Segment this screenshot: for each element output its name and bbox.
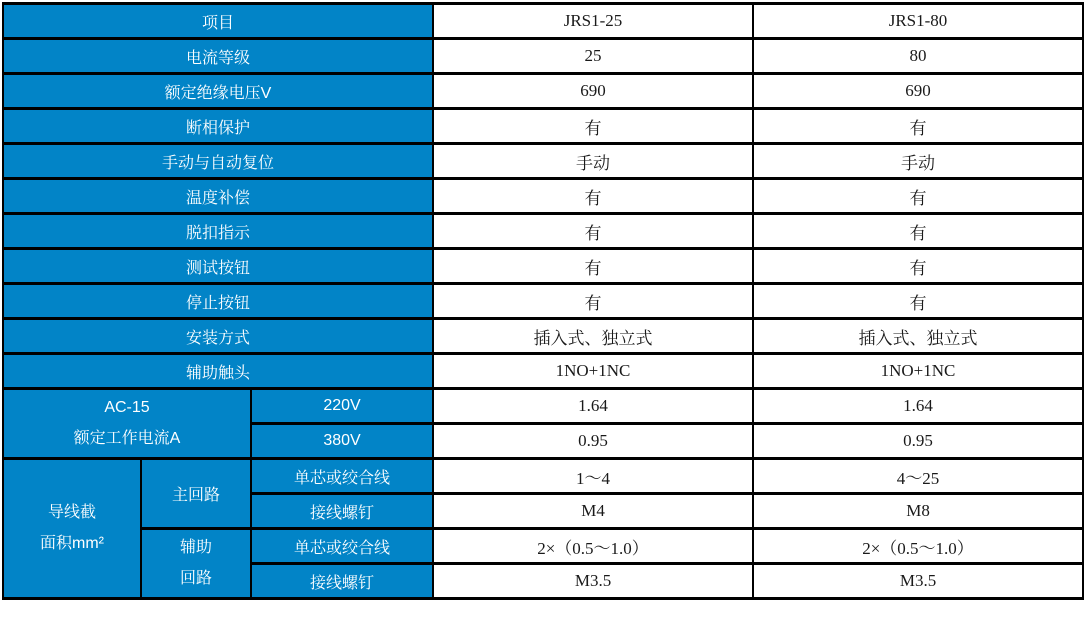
value-cell-b: 有 bbox=[753, 109, 1083, 144]
table-row bbox=[3, 319, 1083, 354]
wire-type-label-cell: 单芯或绞合线 bbox=[251, 529, 433, 564]
value-cell-b: 有 bbox=[753, 249, 1083, 284]
wire-type-label-cell: 接线螺钉 bbox=[251, 494, 433, 529]
value-cell-b: 有 bbox=[753, 214, 1083, 249]
row-label-cell: 手动与自动复位 bbox=[3, 144, 433, 179]
value-cell-b: M3.5 bbox=[753, 564, 1083, 599]
aux-circuit-label-cell bbox=[141, 529, 251, 599]
value-cell-a: 25 bbox=[433, 39, 753, 74]
value-cell-b: 4～25 bbox=[753, 459, 1083, 494]
value-cell-b: 0.95 bbox=[753, 424, 1083, 459]
table-row bbox=[3, 144, 1083, 179]
value-cell-a: 690 bbox=[433, 74, 753, 109]
value-cell-a: 1NO+1NC bbox=[433, 354, 753, 389]
table-row bbox=[3, 4, 1083, 39]
header-model-a-cell: JRS1-25 bbox=[433, 4, 753, 39]
header-model-b-cell: JRS1-80 bbox=[753, 4, 1083, 39]
row-label-cell: 电流等级 bbox=[3, 39, 433, 74]
value-cell-b: 690 bbox=[753, 74, 1083, 109]
value-cell-b: 80 bbox=[753, 39, 1083, 74]
ac15-label-line2: 额定工作电流A bbox=[73, 429, 181, 447]
value-cell-a: 手动 bbox=[433, 144, 753, 179]
header-item-cell: 项目 bbox=[3, 4, 433, 39]
main-circuit-label-cell: 主回路 bbox=[141, 459, 251, 529]
value-cell-a: 有 bbox=[433, 284, 753, 319]
table-row bbox=[3, 109, 1083, 144]
value-cell-b: 1NO+1NC bbox=[753, 354, 1083, 389]
row-label-cell: 停止按钮 bbox=[3, 284, 433, 319]
row-label-cell: 额定绝缘电压V bbox=[3, 74, 433, 109]
ac15-label-cell bbox=[3, 389, 251, 459]
voltage-label-cell: 220V bbox=[251, 389, 433, 424]
value-cell-a: 有 bbox=[433, 109, 753, 144]
table-row bbox=[3, 459, 1083, 494]
wire-type-label-cell: 单芯或绞合线 bbox=[251, 459, 433, 494]
value-cell-b: 有 bbox=[753, 284, 1083, 319]
wire-type-label-cell: 接线螺钉 bbox=[251, 564, 433, 599]
aux-circuit-label-line1: 辅助 bbox=[179, 539, 212, 557]
ac15-label-line1: AC-15 bbox=[104, 399, 150, 417]
value-cell-a: 有 bbox=[433, 179, 753, 214]
value-cell-a: M3.5 bbox=[433, 564, 753, 599]
row-label-cell: 测试按钮 bbox=[3, 249, 433, 284]
table-row bbox=[3, 179, 1083, 214]
table-row bbox=[3, 249, 1083, 284]
value-cell-a: 0.95 bbox=[433, 424, 753, 459]
table-row bbox=[3, 529, 1083, 564]
spec-table bbox=[2, 2, 1084, 600]
row-label-cell: 安装方式 bbox=[3, 319, 433, 354]
value-cell-b: 1.64 bbox=[753, 389, 1083, 424]
voltage-label-cell: 380V bbox=[251, 424, 433, 459]
wire-area-label-line2: 面积mm² bbox=[40, 534, 104, 552]
table-row bbox=[3, 74, 1083, 109]
aux-circuit-label-line2: 回路 bbox=[179, 569, 212, 587]
row-label-cell: 断相保护 bbox=[3, 109, 433, 144]
table-row bbox=[3, 39, 1083, 74]
wire-area-label-cell bbox=[3, 459, 141, 599]
value-cell-b: M8 bbox=[753, 494, 1083, 529]
row-label-cell: 温度补偿 bbox=[3, 179, 433, 214]
table-row bbox=[3, 389, 1083, 424]
value-cell-a: 1.64 bbox=[433, 389, 753, 424]
value-cell-a: 有 bbox=[433, 214, 753, 249]
table-row bbox=[3, 214, 1083, 249]
value-cell-a: 2×（0.5～1.0） bbox=[433, 529, 753, 564]
value-cell-a: 有 bbox=[433, 249, 753, 284]
wire-area-label-line1: 导线截 bbox=[47, 504, 96, 522]
table-row bbox=[3, 354, 1083, 389]
value-cell-a: 插入式、独立式 bbox=[433, 319, 753, 354]
row-label-cell: 脱扣指示 bbox=[3, 214, 433, 249]
value-cell-b: 手动 bbox=[753, 144, 1083, 179]
table-row bbox=[3, 284, 1083, 319]
value-cell-b: 插入式、独立式 bbox=[753, 319, 1083, 354]
row-label-cell: 辅助触头 bbox=[3, 354, 433, 389]
value-cell-a: 1～4 bbox=[433, 459, 753, 494]
value-cell-b: 有 bbox=[753, 179, 1083, 214]
value-cell-a: M4 bbox=[433, 494, 753, 529]
value-cell-b: 2×（0.5～1.0） bbox=[753, 529, 1083, 564]
